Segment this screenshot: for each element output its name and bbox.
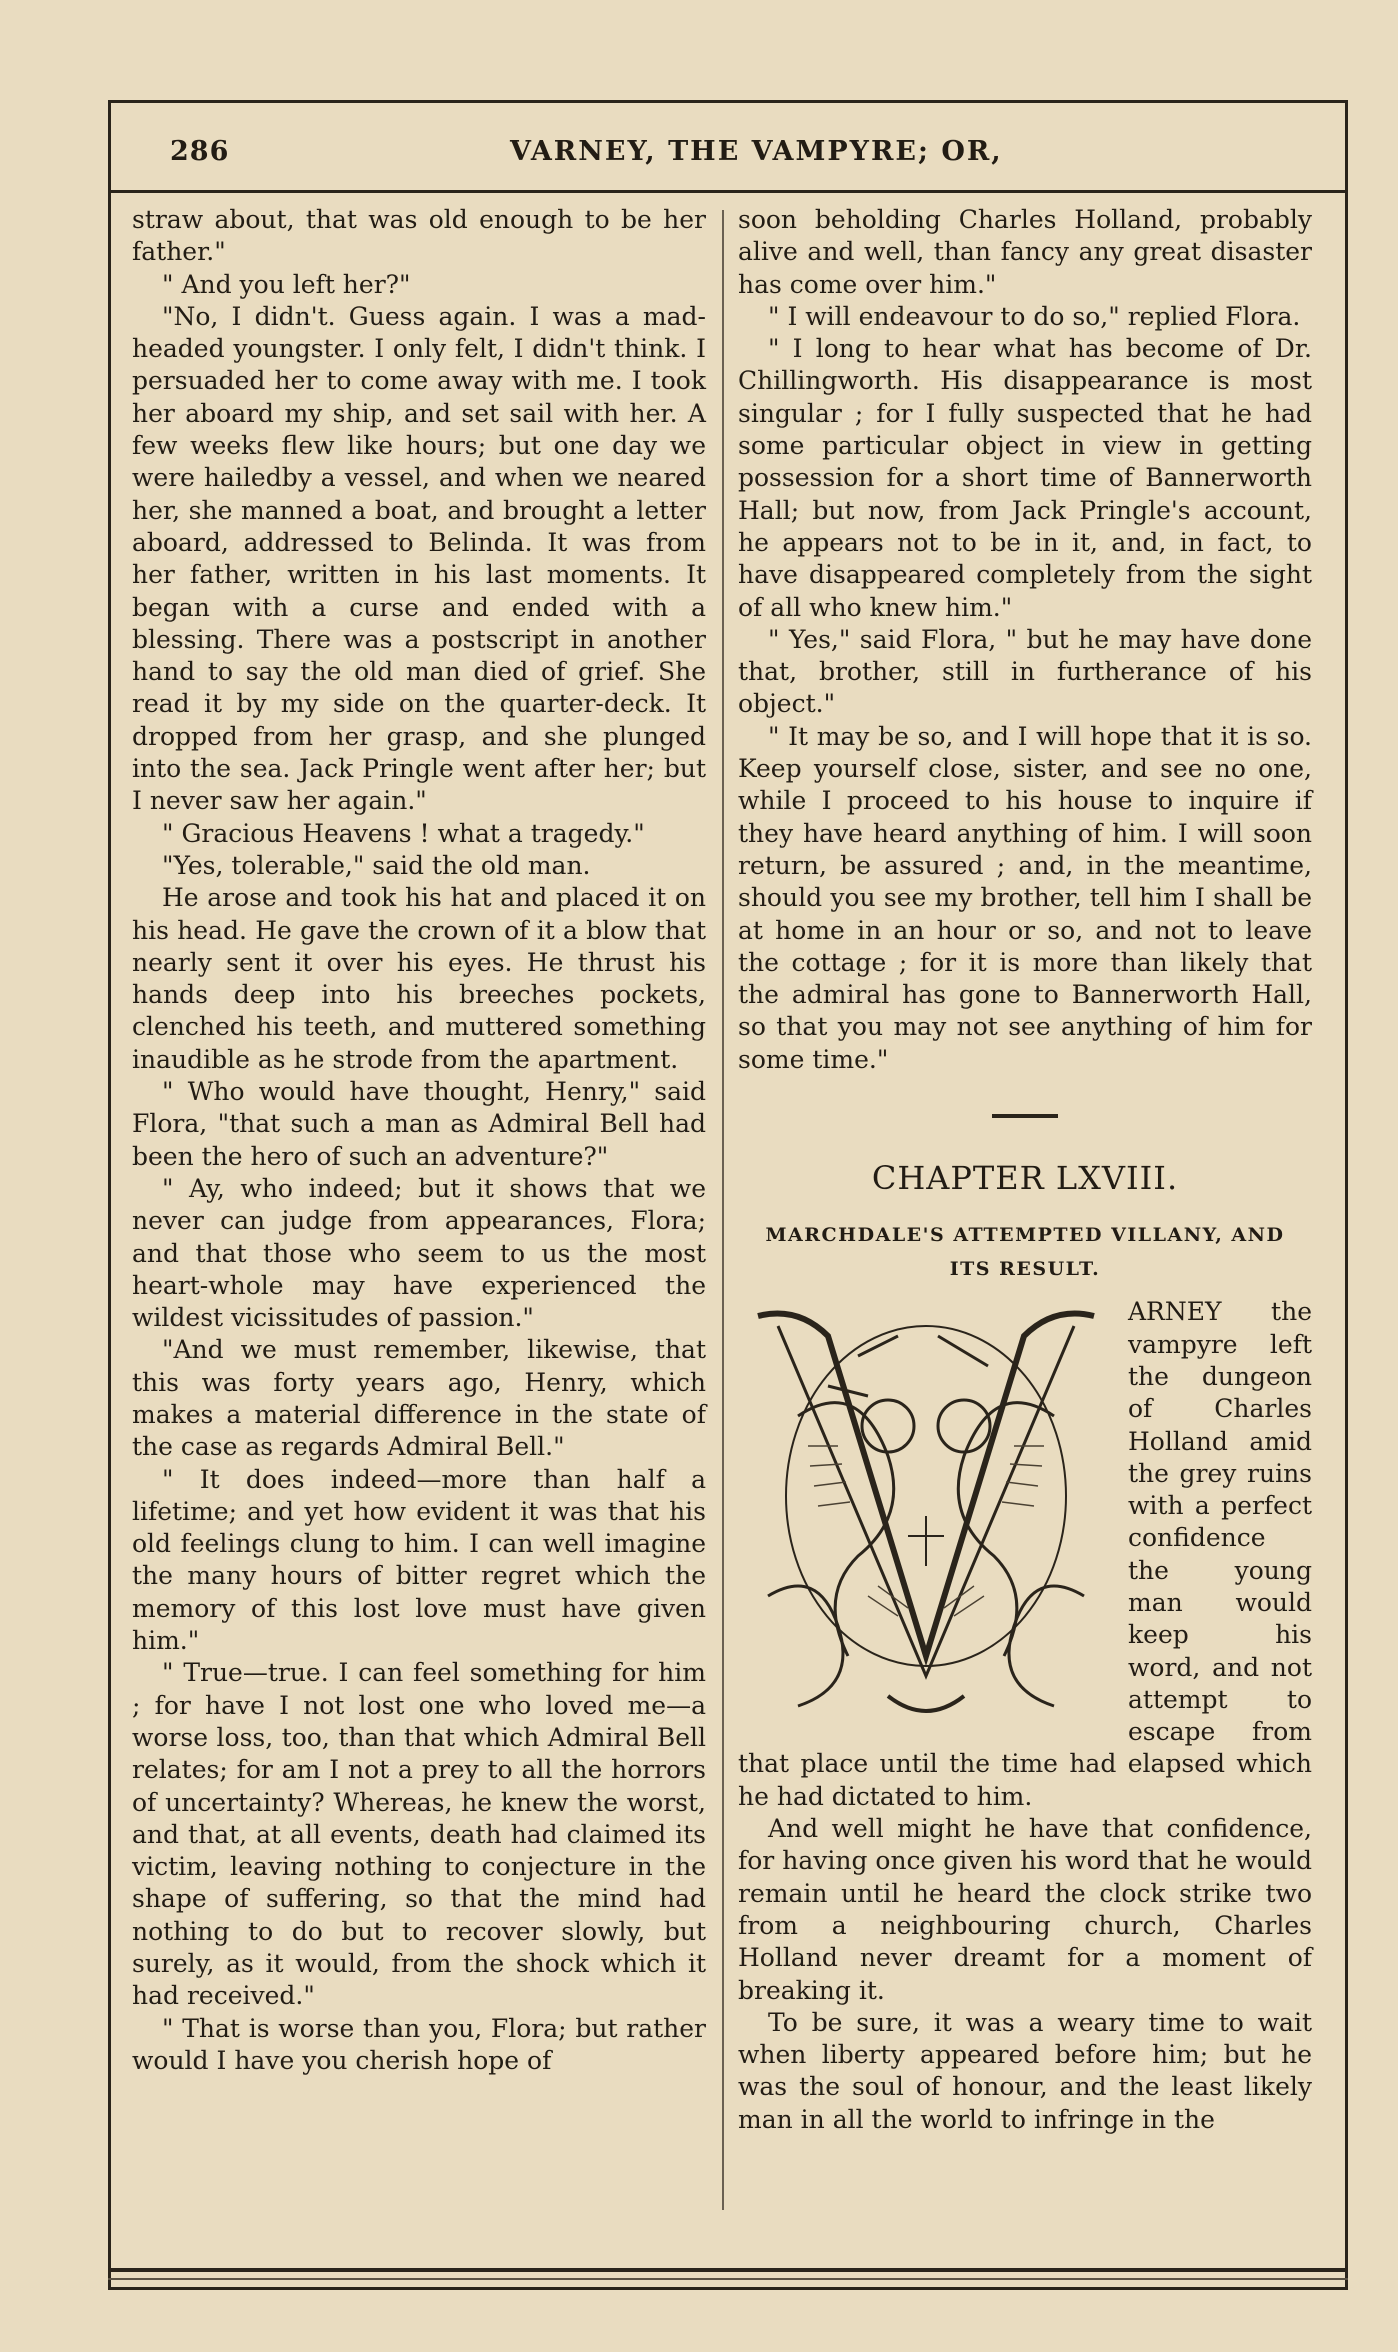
paragraph: " I will endeavour to do so," replied Flora. xyxy=(768,301,1301,331)
paragraph: " I long to hear what has become of Dr. Chillingworth. His disappearance is most singular ; for I fully suspected that he had some particular object in view in getting possession for a short time of Bannerworth Hall; but now, from Jack Pringle's account, he appears not to be in it, and, in fact, to have disappeared completely from the sight of all who knew him." xyxy=(738,334,1312,622)
ornamental-initial-v-illustration xyxy=(738,1296,1114,1738)
paragraph: To be sure, it was a weary time to wait when liberty appeared before him; but he was the soul of honour, and the least likely man in all the world to infringe in the xyxy=(738,2007,1312,2134)
paragraph: "And we must remember, likewise, that this was forty years ago, Henry, which makes a material difference in the state of the case as regards Admiral Bell." xyxy=(132,1335,706,1462)
paragraph: " Ay, who indeed; but it shows that we never can judge from appearances, Flora; and that those who seem to us the most heart-whole may have experienced the wildest vicissitudes of passion." xyxy=(132,1173,706,1333)
chapter-subtitle-line1: MARCHDALE'S ATTEMPTED VILLANY, AND xyxy=(765,1224,1285,1247)
bottom-rule xyxy=(108,2268,1348,2272)
section-rule xyxy=(992,1114,1058,1118)
paragraph: " Gracious Heavens ! what a tragedy." xyxy=(162,818,645,848)
paragraph: straw about, that was old enough to be her father." xyxy=(132,205,706,267)
chapter-title: CHAPTER LXVIII. xyxy=(871,1159,1179,1198)
paragraph: " And you left her?" xyxy=(162,269,411,299)
paragraph: " It does indeed—more than half a lifetime; and yet how evident it was that his old feelings clung to him. I can well imagine the many hours of bitter regret which the memory of this lost love must have given him." xyxy=(132,1464,706,1656)
chapter-opening xyxy=(738,1296,1312,1813)
paragraph: "No, I didn't. Guess again. I was a mad-headed youngster. I only felt, I didn't think. I persuaded her to come away with me. I took her aboard my ship, and set sail with her. A few weeks flew like hours; but one day we were hailedby a vessel, and when we neared her, she manned a boat, and brought a letter aboard, addressed to Belinda. It was from her father, written in his last moments. It began with a curse and ended with a blessing. There was a postscript in another hand to say the old man died of grief. She read it by my side on the quarter-deck. It dropped from her grasp, and she plunged into the sea. Jack Pringle went after her; but I never saw her again." xyxy=(132,301,706,816)
left-column xyxy=(132,204,706,2077)
page-header xyxy=(170,128,1340,178)
column-divider xyxy=(722,210,724,2210)
right-column-top xyxy=(738,204,1312,1076)
dropcap-lead: ARNEY xyxy=(1128,1297,1222,1327)
paragraph: " Yes," said Flora, " but he may have done that, brother, still in furtherance of his object." xyxy=(738,624,1312,719)
paragraph: "Yes, tolerable," said the old man. xyxy=(162,850,591,880)
paragraph: " True—true. I can feel something for him ; for have I not lost one who loved me—a worse loss, too, than that which Admiral Bell relates; for am I not a prey to all the horrors of uncertainty? Whereas, he knew the worst, and that, at all events, death had claimed its victim, leaving nothing to conjecture in the shape of suffering, so that the mind had nothing to do but to recover slowly, but surely, as it would, from the shock which it had received." xyxy=(132,1658,706,2011)
chapter-subtitle-line2: ITS RESULT. xyxy=(949,1258,1101,1281)
paragraph: And well might he have that confidence, for having once given his word that he would remain until he heard the clock strike two from a neighbouring church, Charles Holland never dreamt for a moment of breaking it. xyxy=(738,1814,1312,2005)
right-column-bottom xyxy=(738,1813,1312,2136)
chapter-opening-text: the vampyre left the dungeon of Charles Holland amid the grey ruins with a perfect confidence the young man would keep his word, and not attempt to escape from that place until the time had elapsed which he had dictated to him. xyxy=(738,1297,1312,1811)
paragraph: soon beholding Charles Holland, probably alive and well, than fancy any great disaster has come over him." xyxy=(738,205,1312,299)
paragraph: " It may be so, and I will hope that it is so. Keep yourself close, sister, and see no one, while I proceed to his house to inquire if they have heard anything of him. I will soon return, be assured ; and, in the meantime, should you see my brother, tell him I shall be at home in an hour or so, and not to leave the cottage ; for it is more than likely that the admiral has gone to Bannerworth Hall, so that you may not see anything of him for some time." xyxy=(738,721,1312,1074)
paragraph: " That is worse than you, Flora; but rather would I have you cherish hope of xyxy=(132,2013,706,2075)
bottom-rule-thin xyxy=(108,2278,1348,2280)
header-rule xyxy=(108,190,1348,193)
paragraph: He arose and took his hat and placed it on his head. He gave the crown of it a blow that nearly sent it over his eyes. He thrust his hands deep into his breeches pockets, clenched his teeth, and muttered something inaudible as he strode from the apartment. xyxy=(132,883,706,1074)
paragraph: " Who would have thought, Henry," said Flora, "that such a man as Admiral Bell had been the hero of such an adventure?" xyxy=(132,1077,706,1171)
page-number: 286 xyxy=(170,136,230,167)
running-title: VARNEY, THE VAMPYRE; OR, xyxy=(510,136,1003,167)
right-column xyxy=(738,204,1312,2136)
